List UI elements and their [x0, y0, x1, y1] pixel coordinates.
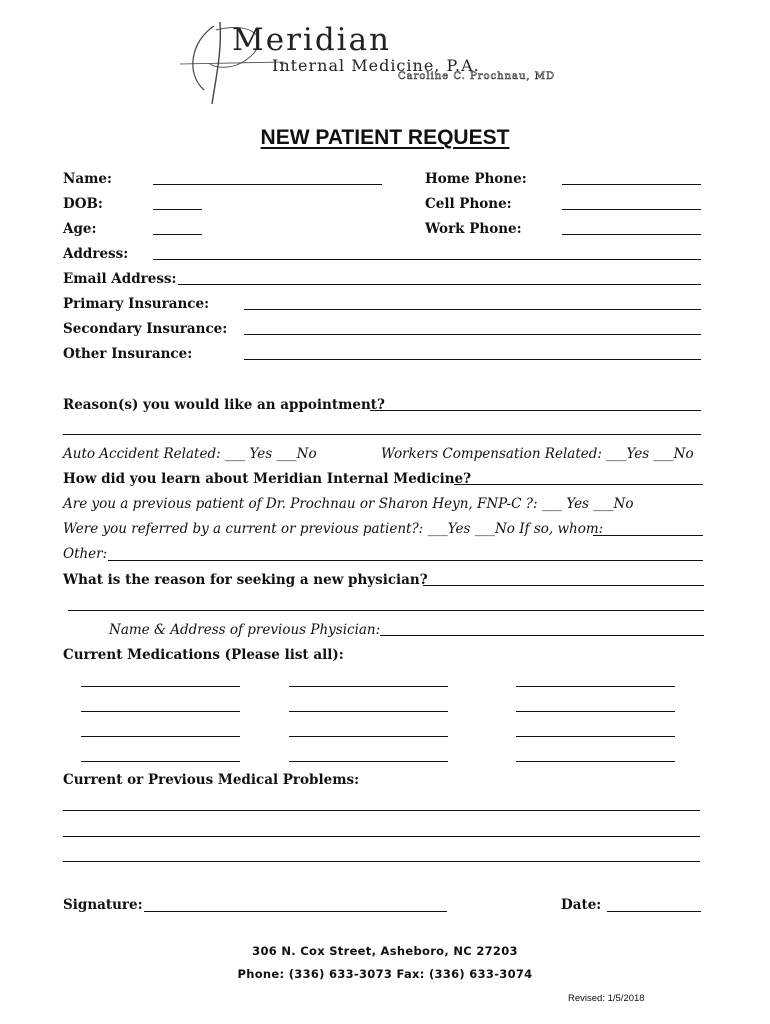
- reason-appointment-field-2[interactable]: [63, 434, 701, 435]
- signature-field[interactable]: [144, 911, 447, 912]
- medication-field[interactable]: [289, 736, 448, 737]
- home-phone-field[interactable]: [562, 184, 701, 185]
- email-label: Email Address:: [63, 271, 177, 287]
- medication-field[interactable]: [516, 736, 675, 737]
- name-field[interactable]: [153, 184, 382, 185]
- auto-accident-question[interactable]: Auto Accident Related: ___ Yes ___No: [63, 446, 317, 462]
- medical-problems-field[interactable]: [63, 810, 700, 811]
- name-label: Name:: [63, 171, 112, 187]
- primary-insurance-field[interactable]: [244, 309, 701, 310]
- date-field[interactable]: [607, 911, 701, 912]
- age-label: Age:: [63, 221, 97, 237]
- secondary-insurance-label: Secondary Insurance:: [63, 321, 228, 337]
- previous-patient-question[interactable]: Are you a previous patient of Dr. Prochnau or Sharon Heyn, FNP-C ?: ___ Yes ___No: [63, 496, 634, 512]
- dob-label: DOB:: [63, 196, 103, 212]
- date-label: Date:: [561, 897, 602, 913]
- work-phone-field[interactable]: [562, 234, 701, 235]
- medication-field[interactable]: [289, 686, 448, 687]
- reason-new-physician-field-2[interactable]: [68, 610, 704, 611]
- reason-new-physician-field[interactable]: [423, 585, 704, 586]
- address-label: Address:: [63, 246, 129, 262]
- medication-field[interactable]: [81, 686, 240, 687]
- other-insurance-field[interactable]: [244, 359, 701, 360]
- medication-field[interactable]: [81, 736, 240, 737]
- secondary-insurance-field[interactable]: [244, 334, 701, 335]
- dob-field[interactable]: [153, 209, 202, 210]
- home-phone-label: Home Phone:: [425, 171, 527, 187]
- signature-label: Signature:: [63, 897, 143, 913]
- referred-whom-field[interactable]: [593, 535, 703, 536]
- medication-field[interactable]: [81, 761, 240, 762]
- address-field[interactable]: [153, 259, 701, 260]
- workers-comp-question[interactable]: Workers Compensation Related: ___Yes ___No: [381, 446, 694, 462]
- medical-problems-field[interactable]: [63, 836, 700, 837]
- medical-problems-label: Current or Previous Medical Problems:: [63, 772, 360, 788]
- previous-physician-field[interactable]: [380, 635, 704, 636]
- footer-phone: Phone: (336) 633-3073 Fax: (336) 633-3074: [237, 967, 533, 981]
- footer-address: 306 N. Cox Street, Asheboro, NC 27203: [252, 944, 518, 958]
- medication-field[interactable]: [81, 711, 240, 712]
- reason-appointment-label: Reason(s) you would like an appointment?: [63, 397, 385, 413]
- medications-label: Current Medications (Please list all):: [63, 647, 344, 663]
- medication-field[interactable]: [289, 711, 448, 712]
- referred-question: Were you referred by a current or previous patient?: ___Yes ___No If so, whom:: [63, 521, 604, 537]
- revised-date: Revised: 1/5/2018: [568, 993, 645, 1004]
- medication-field[interactable]: [516, 711, 675, 712]
- medication-field[interactable]: [516, 761, 675, 762]
- previous-physician-label: Name & Address of previous Physician:: [109, 622, 381, 638]
- age-field[interactable]: [153, 234, 202, 235]
- form-title: NEW PATIENT REQUEST: [260, 126, 510, 149]
- medication-field[interactable]: [289, 761, 448, 762]
- logo-doctor: Caroline C. Prochnau, MD: [398, 71, 556, 82]
- medication-field[interactable]: [516, 686, 675, 687]
- primary-insurance-label: Primary Insurance:: [63, 296, 210, 312]
- cell-phone-label: Cell Phone:: [425, 196, 512, 212]
- medical-problems-field[interactable]: [63, 861, 700, 862]
- email-field[interactable]: [178, 284, 701, 285]
- other-field[interactable]: [108, 560, 703, 561]
- how-learn-field[interactable]: [454, 484, 703, 485]
- logo-name: Meridian: [232, 22, 392, 58]
- logo-subtitle: Internal Medicine, P.A.: [272, 56, 480, 75]
- cell-phone-field[interactable]: [562, 209, 701, 210]
- work-phone-label: Work Phone:: [425, 221, 522, 237]
- other-label: Other:: [63, 546, 108, 562]
- reason-new-physician-label: What is the reason for seeking a new physician?: [63, 572, 428, 588]
- reason-appointment-field[interactable]: [370, 410, 701, 411]
- other-insurance-label: Other Insurance:: [63, 346, 193, 362]
- how-learn-label: How did you learn about Meridian Internal Medicine?: [63, 471, 472, 487]
